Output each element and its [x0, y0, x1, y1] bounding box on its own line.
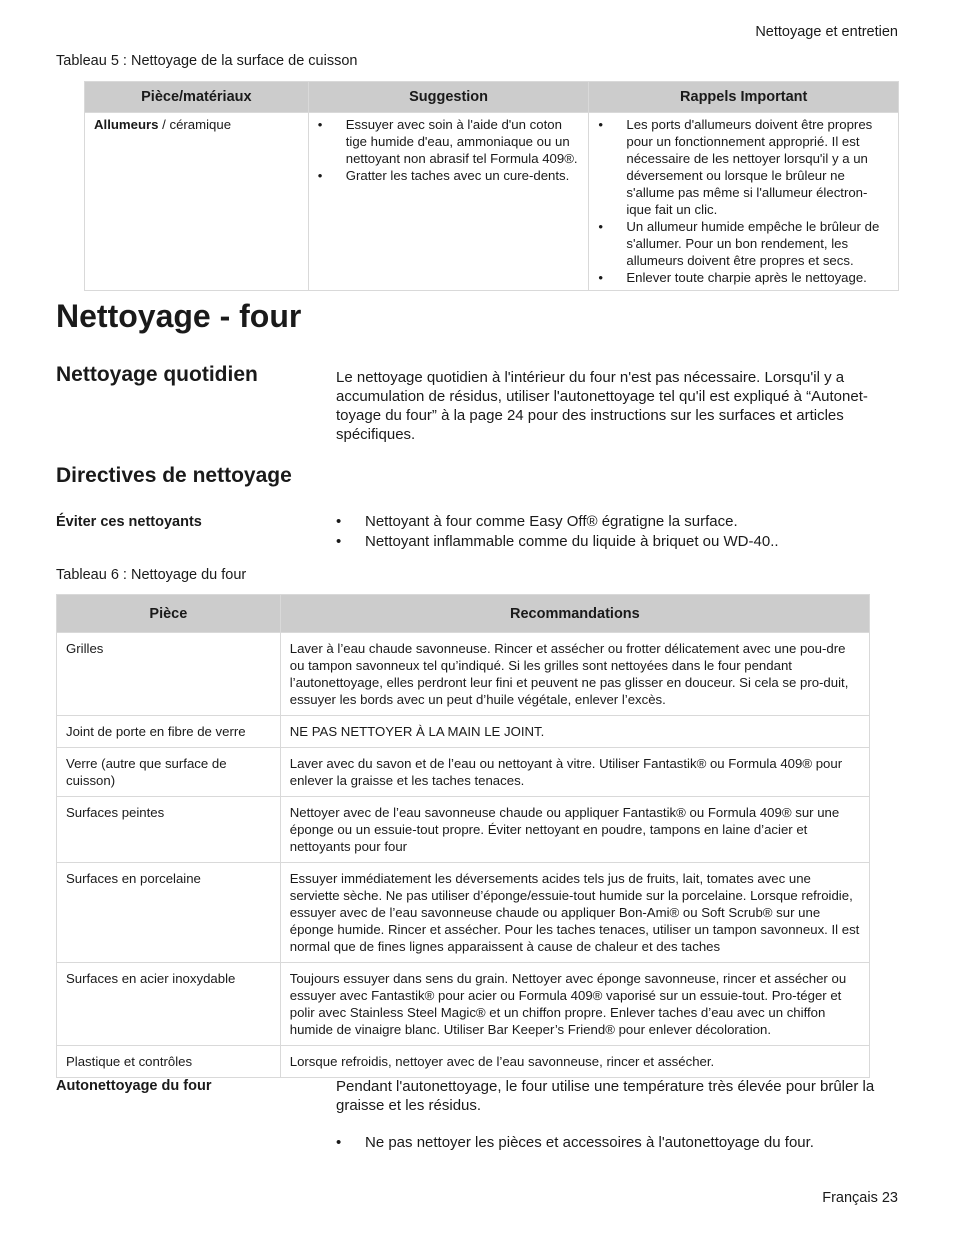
table-row — [57, 716, 870, 748]
part-cell: Plastique et contrôles — [57, 1046, 281, 1078]
table-row — [57, 863, 870, 963]
self-clean-list — [336, 1133, 896, 1153]
table-row — [57, 633, 870, 716]
part-cell: Grilles — [57, 633, 281, 716]
recommendation-cell: NE PAS NETTOYER À LA MAIN LE JOINT. — [280, 716, 869, 748]
column-header: Pièce/matériaux — [85, 82, 309, 113]
list-item: • Gratter les taches avec un cure-dents. — [318, 167, 583, 184]
list-item: • Nettoyant inflammable comme du liquide à briquet ou WD-40.. — [336, 532, 896, 552]
recommendation-cell: Toujours essuyer dans sens du grain. Nettoyer avec éponge savonneuse, rincer et assécher ou essuyer avec Fantastik® pour acier ou Formula 409® vaporisé sur un essuie-tout. Pro-téger et polir avec Stainless Steel Magic® et un chiffon propre. Enlever taches d’eau avec un chiffon humide de vinaigre blanc. Utiliser Bar Keeper’s Friend® pour enlever décoloration. — [280, 963, 869, 1046]
page-title: Nettoyage - four — [56, 298, 302, 334]
guidelines-heading: Directives de nettoyage — [56, 464, 292, 487]
recommendation-cell: Lorsque refroidis, nettoyer avec de l’eau savonneuse, rincer et assécher. — [280, 1046, 869, 1078]
recommendation-cell: Essuyer immédiatement les déversements acides tels jus de fruits, lait, tomates avec une serviette sèche. Ne pas utiliser d’éponge/essuie-tout humide sur la porcelaine. Lorsque refroidie, essuyer avec de l’eau savonneuse chaude ou appliquer Bon-Ami® ou Soft Scrub® sur une éponge humide. Rincer et assécher. Pour les taches tenaces, utiliser un tampon savonneux. Il est normal que de fines lignes apparaissent à cause de chaleur et des taches — [280, 863, 869, 963]
column-header: Recommandations — [280, 595, 869, 633]
column-header: Suggestion — [308, 82, 589, 113]
part-cell — [85, 113, 309, 291]
self-clean-label: Autonettoyage du four — [56, 1078, 212, 1094]
list-item: • Un allumeur humide empêche le brûleur de s'allumer. Pour un bon rendement, les allumeurs doivent être propres et secs. — [598, 218, 892, 269]
running-header: Nettoyage et entretien — [755, 24, 898, 40]
table-row — [57, 963, 870, 1046]
list-item: • Ne pas nettoyer les pièces et accessoires à l'autonettoyage du four. — [336, 1133, 896, 1153]
part-cell: Surfaces en porcelaine — [57, 863, 281, 963]
part-name: Allumeurs — [94, 117, 159, 132]
table-row — [57, 1046, 870, 1078]
part-material: / céramique — [158, 117, 232, 132]
self-clean-text: Pendant l'autonettoyage, le four utilise une température très élevée pour brûler la graisse et les résidus. — [336, 1078, 875, 1114]
oven-cleaning-table — [56, 594, 870, 1078]
list-item: • Enlever toute charpie après le nettoyage. — [598, 269, 892, 286]
column-header: Pièce — [57, 595, 281, 633]
table-header-row — [57, 595, 870, 633]
table-row — [57, 748, 870, 797]
list-item: • Nettoyant à four comme Easy Off® égratigne la surface. — [336, 512, 896, 532]
page-number: Français 23 — [822, 1190, 898, 1206]
list-item: • Les ports d'allumeurs doivent être propres pour un fonctionnement approprié. Il est nécessaire de les nettoyer lorsqu'il y a un déversement ou lorsque le brûleur ne s'allume pas même si l'allumeur électron-ique fait un clic. — [598, 116, 892, 218]
part-cell: Joint de porte en fibre de verre — [57, 716, 281, 748]
recommendation-cell: Laver à l’eau chaude savonneuse. Rincer et assécher ou frotter délicatement avec une pou-dre ou tampon savonneux tel qu’indiqué. Si les grilles sont nettoyées dans le four pendant l’autonettoyage, elles perdront leur fini et peuvent ne pas glisser en douceur. Si cela se pro-duit, essuyer les bords avec un peut d’huile végétale, enlever l’excès. — [280, 633, 869, 716]
part-cell: Verre (autre que surface de cuisson) — [57, 748, 281, 797]
cooktop-cleaning-table — [84, 81, 899, 291]
recommendation-cell: Nettoyer avec de l’eau savonneuse chaude ou appliquer Fantastik® ou Formula 409® sur une éponge ou un essuie-tout propre. Éviter nettoyant en poudre, tampons en laine d’acier et nettoyants pour four — [280, 797, 869, 863]
avoid-cleaners-label: Éviter ces nettoyants — [56, 514, 202, 530]
list-item: • Essuyer avec soin à l'aide d'un coton tige humide d'eau, ammoniaque ou un nettoyant non abrasif tel Formula 409®. — [318, 116, 583, 167]
table-row — [57, 797, 870, 863]
table5-caption: Tableau 5 : Nettoyage de la surface de cuisson — [56, 53, 358, 69]
table-header-row — [85, 82, 899, 113]
avoid-cleaners-list — [336, 512, 896, 551]
daily-cleaning-text: Le nettoyage quotidien à l'intérieur du four n'est pas nécessaire. Lorsqu'il y a accumulation de résidus, utiliser l'autonettoyage tel qu'il est expliqué à “Autonet-toyage du four” à la page 24 pour des instructions sur les surfaces et articles spécifiques. — [336, 369, 868, 443]
daily-cleaning-heading: Nettoyage quotidien — [56, 363, 258, 386]
column-header: Rappels Important — [589, 82, 899, 113]
part-cell: Surfaces peintes — [57, 797, 281, 863]
reminder-cell — [589, 113, 899, 291]
part-cell: Surfaces en acier inoxydable — [57, 963, 281, 1046]
suggestion-cell — [308, 113, 589, 291]
table-row — [85, 113, 899, 291]
recommendation-cell: Laver avec du savon et de l’eau ou nettoyant à vitre. Utiliser Fantastik® ou Formula 409® pour enlever la graisse et les taches tenaces. — [280, 748, 869, 797]
table6-caption: Tableau 6 : Nettoyage du four — [56, 567, 247, 583]
